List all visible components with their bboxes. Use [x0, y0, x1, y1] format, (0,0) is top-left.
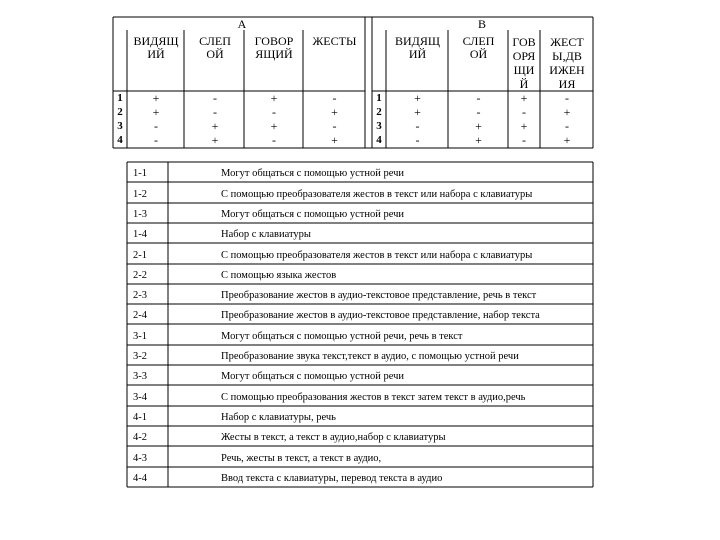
a-cell: - — [272, 105, 276, 119]
a-cell: - — [154, 119, 158, 133]
a-cell: - — [332, 91, 337, 105]
pair-description: Могут общаться с помощью устной речи, речь в текст — [221, 331, 463, 342]
b-cell: - — [415, 133, 420, 147]
pair-description: Преобразование жестов в аудио-текстовое представление, речь в текст — [221, 290, 537, 301]
pair-description: Могут общаться с помощью устной речи — [221, 168, 405, 179]
a-cell: - — [332, 119, 337, 133]
pair-description: С помощью языка жестов — [221, 270, 337, 281]
b-cell: + — [520, 119, 528, 133]
a-cell: + — [270, 119, 278, 133]
a-cell: + — [152, 105, 160, 119]
b-cell: + — [414, 105, 421, 119]
a-row-number: 3 — [117, 120, 123, 132]
b-cell: + — [414, 91, 421, 105]
a-cell: + — [270, 91, 278, 105]
group-b-title: B — [477, 17, 486, 31]
b-cell: - — [476, 91, 481, 105]
a-col-blind: СЛЕП ОЙ — [199, 34, 231, 61]
pair-code: 3-1 — [133, 331, 147, 342]
pair-code: 3-4 — [133, 392, 147, 403]
b-cell: + — [475, 119, 482, 133]
a-col-seeing: ВИДЯЩ ИЙ — [133, 34, 179, 61]
b-row-number: 4 — [376, 134, 382, 146]
pair-description: С помощью преобразователя жестов в текст или набора с клавиатуры — [221, 189, 533, 200]
pair-code: 4-1 — [133, 412, 147, 423]
b-col-seeing: ВИДЯЩ ИЙ — [395, 34, 440, 61]
pair-code: 4-2 — [133, 432, 147, 443]
pair-code: 1-2 — [133, 189, 147, 200]
b-cell: - — [565, 91, 569, 105]
b-col-speaking: ГОВ ОРЯ ЩИ Й — [512, 35, 536, 91]
b-cell: - — [522, 105, 526, 119]
b-cell: + — [520, 91, 528, 105]
a-cell: - — [213, 91, 217, 105]
a-row-number: 2 — [117, 106, 123, 118]
a-cell: + — [211, 133, 219, 147]
b-col-blind: СЛЕП ОЙ — [462, 34, 495, 61]
b-col-gestures: ЖЕСТ Ы,ДВ ИЖЕН ИЯ — [549, 35, 585, 91]
b-cell: + — [563, 105, 571, 119]
b-row-number: 1 — [376, 92, 382, 104]
a-cell: + — [152, 91, 160, 105]
b-cell: - — [565, 119, 569, 133]
pair-description: Могут общаться с помощью устной речи — [221, 371, 405, 382]
b-cell: - — [522, 133, 526, 147]
b-row-number: 2 — [376, 106, 382, 118]
a-cell: - — [272, 133, 276, 147]
pair-description: Жесты в текст, а текст в аудио,набор с клавиатуры — [221, 432, 446, 443]
pair-code: 2-4 — [133, 310, 147, 321]
pair-description: Набор с клавиатуры, речь — [221, 412, 336, 423]
a-cell: - — [213, 105, 217, 119]
pair-description: С помощью преобразования жестов в текст затем текст в аудио,речь — [221, 392, 526, 403]
pair-code: 1-3 — [133, 209, 147, 220]
pair-code: 1-1 — [133, 168, 147, 179]
b-cell: + — [475, 133, 482, 147]
b-row-number: 3 — [376, 120, 382, 132]
pair-code: 4-4 — [133, 473, 147, 484]
a-cell: + — [211, 119, 219, 133]
pair-description: Преобразование жестов в аудио-текстовое представление, набор текста — [221, 310, 540, 321]
a-cell: - — [154, 133, 158, 147]
pair-code: 1-4 — [133, 229, 147, 240]
pair-code: 3-3 — [133, 371, 147, 382]
pair-description: Преобразование звука текст,текст в аудио, с помощью устной речи — [221, 351, 519, 362]
a-cell: + — [331, 105, 338, 119]
b-cell: + — [563, 133, 571, 147]
pair-description: Речь, жесты в текст, а текст в аудио, — [221, 453, 382, 464]
a-col-speaking: ГОВОР ЯЩИЙ — [254, 34, 294, 61]
b-cell: - — [415, 119, 420, 133]
pair-code: 2-3 — [133, 290, 147, 301]
pair-code: 3-2 — [133, 351, 147, 362]
pair-code: 2-2 — [133, 270, 147, 281]
pair-description: С помощью преобразователя жестов в текст или набора с клавиатуры — [221, 250, 533, 261]
a-col-gestures: ЖЕСТЫ — [312, 34, 357, 48]
b-cell: - — [476, 105, 481, 119]
pair-description: Ввод текста с клавиатуры, перевод текста в аудио — [221, 473, 443, 484]
group-a-title: A — [237, 17, 247, 31]
pair-description: Набор с клавиатуры — [221, 229, 311, 240]
pair-description: Могут общаться с помощью устной речи — [221, 209, 405, 220]
a-row-number: 4 — [117, 134, 123, 146]
pair-code: 2-1 — [133, 250, 147, 261]
a-row-number: 1 — [117, 92, 123, 104]
pair-code: 4-3 — [133, 453, 147, 464]
a-cell: + — [331, 133, 338, 147]
